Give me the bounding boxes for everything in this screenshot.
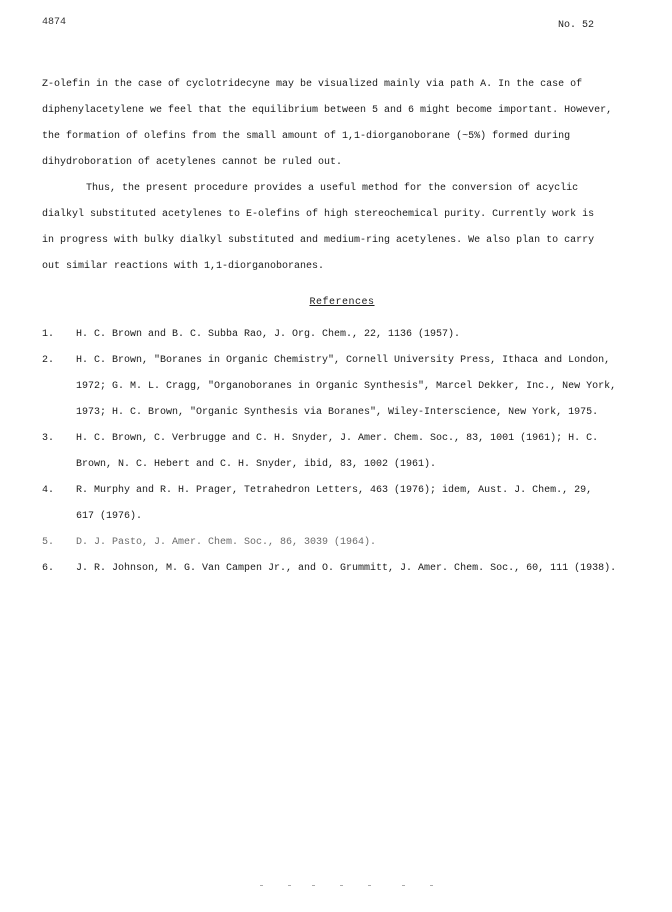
issue-number: No. 52 <box>557 20 594 31</box>
text-line: diphenylacetylene we feel that the equilibrium between 5 and 6 might become important. However, <box>42 105 613 116</box>
reference-line: Brown, N. C. Hebert and C. H. Snyder, ibid, 83, 1002 (1961). <box>76 459 437 470</box>
scan-specks <box>250 885 450 889</box>
text-line: dihydroboration of acetylenes cannot be ruled out. <box>42 157 343 168</box>
text-line: the formation of olefins from the small amount of 1,1-diorganoborane (~5%) formed during <box>42 131 571 142</box>
reference-number: 6. <box>42 563 55 574</box>
reference-line: H. C. Brown, "Boranes in Organic Chemistry", Cornell University Press, Ithaca and London, <box>76 355 611 366</box>
reference-line: H. C. Brown and B. C. Subba Rao, J. Org. Chem., 22, 1136 (1957). <box>76 329 461 340</box>
reference-item <box>42 426 642 478</box>
paragraph <box>42 176 642 280</box>
text-line: Thus, the present procedure provides a useful method for the conversion of acyclic <box>86 183 579 194</box>
reference-number: 5. <box>42 537 55 548</box>
reference-line: H. C. Brown, C. Verbrugge and C. H. Snyder, J. Amer. Chem. Soc., 83, 1001 (1961); H. C. <box>76 433 599 444</box>
text-line: Z-olefin in the case of cyclotridecyne may be visualized mainly via path A. In the case of <box>42 79 583 90</box>
paragraph <box>42 72 642 176</box>
reference-line: 1973; H. C. Brown, "Organic Synthesis via Boranes", Wiley-Interscience, New York, 1975. <box>76 407 599 418</box>
reference-item <box>42 530 642 556</box>
reference-number: 2. <box>42 355 55 366</box>
reference-number: 4. <box>42 485 55 496</box>
reference-item <box>42 478 642 530</box>
reference-line: 617 (1976). <box>76 511 143 522</box>
reference-line: J. R. Johnson, M. G. Van Campen Jr., and O. Grummitt, J. Amer. Chem. Soc., 60, 111 (1938). <box>76 563 617 574</box>
reference-line: D. J. Pasto, J. Amer. Chem. Soc., 86, 3039 (1964). <box>76 537 377 548</box>
text-line: dialkyl substituted acetylenes to E-olefins of high stereochemical purity. Currently work is <box>42 209 595 220</box>
reference-number: 1. <box>42 329 55 340</box>
text-line: in progress with bulky dialkyl substituted and medium-ring acetylenes. We also plan to carry <box>42 235 595 246</box>
reference-line: R. Murphy and R. H. Prager, Tetrahedron Letters, 463 (1976); idem, Aust. J. Chem., 29, <box>76 485 593 496</box>
reference-line: 1972; G. M. L. Cragg, "Organoboranes in Organic Synthesis", Marcel Dekker, Inc., New York, <box>76 381 617 392</box>
reference-item <box>42 322 642 348</box>
text-line: out similar reactions with 1,1-diorganoboranes. <box>42 261 325 272</box>
document-body <box>42 72 642 582</box>
reference-item <box>42 556 642 582</box>
reference-item <box>42 348 642 426</box>
references-heading: References <box>309 297 375 308</box>
page-number: 4874 <box>42 17 67 28</box>
reference-list <box>42 322 642 582</box>
reference-number: 3. <box>42 433 55 444</box>
